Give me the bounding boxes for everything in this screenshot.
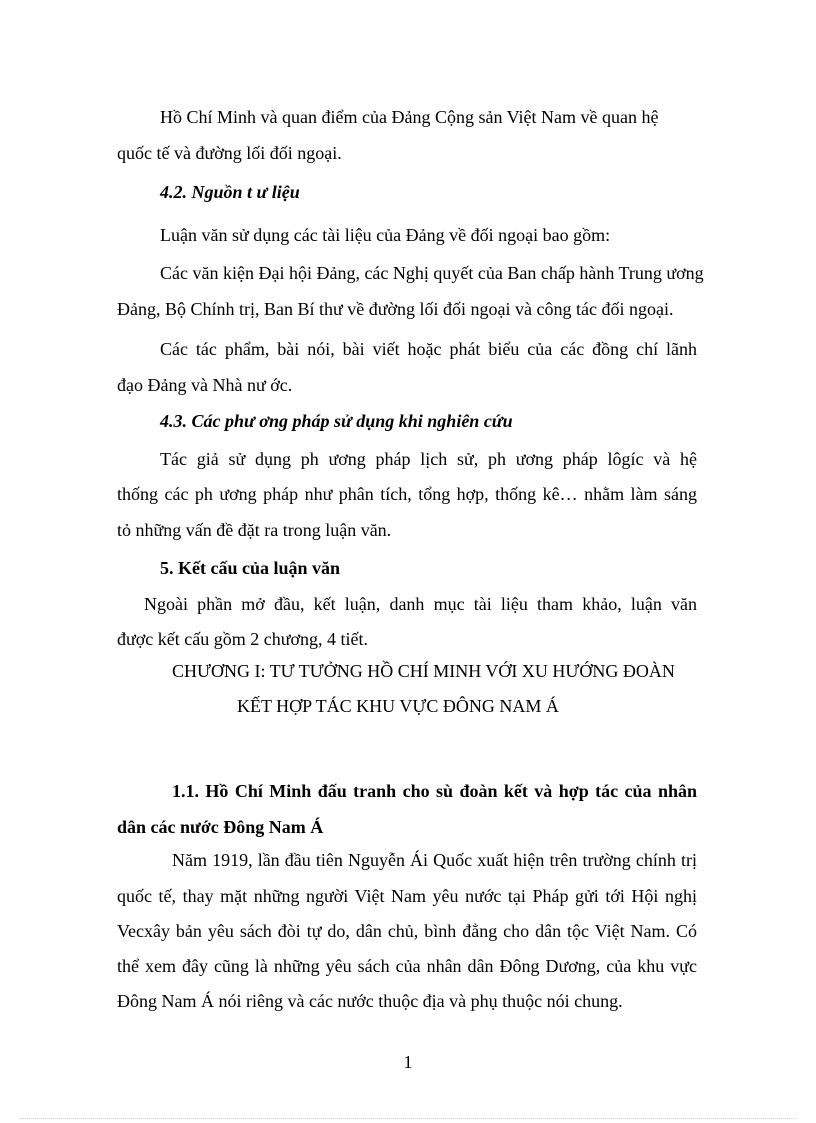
section-5-paragraph-line-2: được kết cấu gồm 2 chương, 4 tiết. — [117, 629, 368, 649]
section-1-1-heading-line-1: 1.1. Hồ Chí Minh đấu tranh cho sù đoàn kết và hợp tác của nhân — [172, 781, 697, 801]
section-1-1-paragraph-line-4: thể xem đây cũng là những yêu sách của nhân dân Đông Dương, của khu vực — [117, 956, 697, 976]
section-4-2-heading: 4.2. Nguồn t ư liệu — [160, 182, 300, 202]
section-4-2-paragraph-3-line-2: đạo Đảng và Nhà nư ớc. — [117, 375, 293, 395]
section-4-3-paragraph-line-3: tỏ những vấn đề đặt ra trong luận văn. — [117, 520, 392, 540]
section-5-heading: 5. Kết cấu của luận văn — [160, 558, 341, 578]
section-1-1-heading-line-2: dân các nước Đông Nam Á — [117, 817, 324, 837]
section-1-1-paragraph-line-3: Vecxây bản yêu sách đòi tự do, dân chủ, bình đẳng cho dân tộc Việt Nam. Có — [117, 921, 697, 941]
page-bottom-divider — [20, 1118, 796, 1119]
section-4-2-paragraph-2-line-1: Các văn kiện Đại hội Đảng, các Nghị quyết của Ban chấp hành Trung ương — [160, 263, 704, 283]
page-number: 1 — [403, 1052, 413, 1072]
intro-line-2: quốc tế và đường lối đối ngoại. — [117, 143, 342, 163]
chapter-1-title-line-2: KẾT HỢP TÁC KHU VỰC ĐÔNG NAM Á — [237, 696, 559, 716]
section-1-1-paragraph-line-2: quốc tế, thay mặt những người Việt Nam yêu nước tại Pháp gửi tới Hội nghị — [117, 886, 697, 906]
section-1-1-paragraph-line-5: Đông Nam Á nói riêng và các nước thuộc địa và phụ thuộc nói chung. — [117, 991, 623, 1011]
section-4-2-paragraph-1: Luận văn sử dụng các tài liệu của Đảng về đối ngoại bao gồm: — [160, 225, 611, 245]
section-4-3-paragraph-line-1: Tác giả sử dụng ph ương pháp lịch sử, ph ương pháp lôgíc và hệ — [160, 449, 697, 469]
section-4-2-paragraph-2-line-2: Đảng, Bộ Chính trị, Ban Bí thư về đường lối đối ngoại và công tác đối ngoại. — [117, 299, 674, 319]
chapter-1-title-line-1: CHƯƠNG I: TƯ TƯỞNG HỒ CHÍ MINH VỚI XU HƯỚNG ĐOÀN — [172, 661, 675, 681]
section-4-2-paragraph-3-line-1: Các tác phẩm, bài nói, bài viết hoặc phát biểu của các đồng chí lãnh — [160, 339, 697, 359]
intro-line-1: Hồ Chí Minh và quan điểm của Đảng Cộng sản Việt Nam về quan hệ — [160, 107, 659, 127]
section-1-1-paragraph-line-1: Năm 1919, lần đầu tiên Nguyễn Ái Quốc xuất hiện trên trường chính trị — [172, 850, 697, 870]
section-4-3-paragraph-line-2: thống các ph ương pháp như phân tích, tổng hợp, thống kê… nhằm làm sáng — [117, 484, 697, 504]
section-5-paragraph-line-1: Ngoài phần mở đầu, kết luận, danh mục tài liệu tham khảo, luận văn — [144, 594, 697, 614]
section-4-3-heading: 4.3. Các phư ơng pháp sử dụng khi nghiên cứu — [160, 411, 513, 431]
